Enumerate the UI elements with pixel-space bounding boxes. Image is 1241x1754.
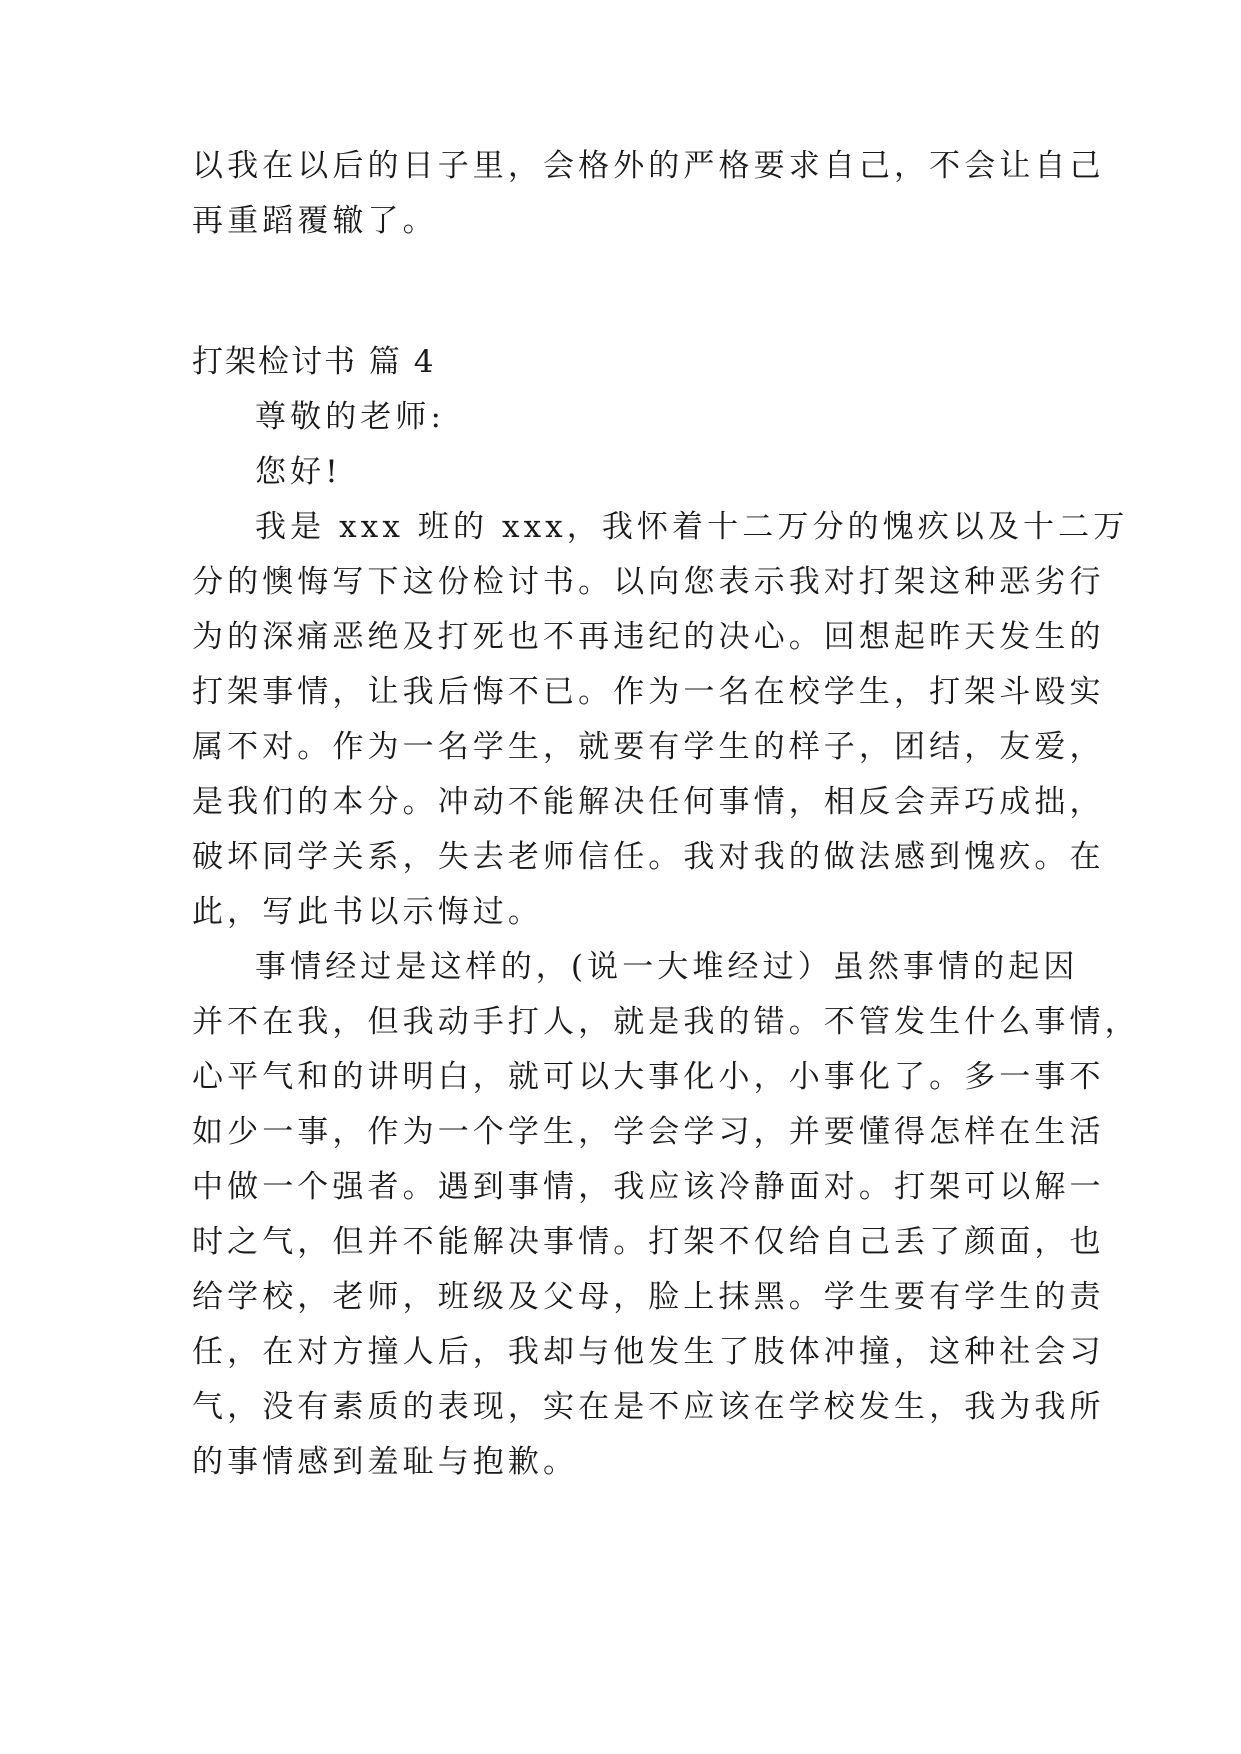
paragraph-line: 心平气和的讲明白，就可以大事化小，小事化了。多一事不 xyxy=(192,1059,1105,1095)
paragraph-line: 为的深痛恶绝及打死也不再违纪的决心。回想起昨天发生的 xyxy=(192,619,1105,655)
paragraph-line: 任，在对方撞人后，我却与他发生了肢体冲撞，这种社会习 xyxy=(192,1334,1105,1370)
salutation: 尊敬的老师: xyxy=(255,399,446,435)
greeting: 您好! xyxy=(255,454,342,490)
paragraph-line: 事情经过是这样的，(说一大堆经过）虽然事情的起因 xyxy=(255,949,1079,985)
paragraph-line: 时之气，但并不能解决事情。打架不仅给自己丢了颜面，也 xyxy=(192,1224,1105,1260)
text-line: 以我在以后的日子里，会格外的严格要求自己，不会让自己 xyxy=(192,148,1105,184)
paragraph-line: 分的懊悔写下这份检讨书。以向您表示我对打架这种恶劣行 xyxy=(192,564,1105,600)
text-line: 再重蹈覆辙了。 xyxy=(192,203,438,239)
paragraph-line: 是我们的本分。冲动不能解决任何事情，相反会弄巧成拙， xyxy=(192,784,1105,820)
paragraph-line: 中做一个强者。遇到事情，我应该冷静面对。打架可以解一 xyxy=(192,1169,1105,1205)
paragraph-line: 打架事情，让我后悔不已。作为一名在校学生，打架斗殴实 xyxy=(192,674,1105,710)
paragraph-line: 如少一事，作为一个学生，学会学习，并要懂得怎样在生活 xyxy=(192,1114,1105,1150)
paragraph-line: 的事情感到羞耻与抱歉。 xyxy=(192,1444,579,1480)
paragraph-line: 我是 xxx 班的 xxx，我怀着十二万分的愧疚以及十二万 xyxy=(255,509,1129,545)
paragraph-line: 此，写此书以示悔过。 xyxy=(192,894,543,930)
section-title: 打架检讨书 篇 4 xyxy=(192,344,436,380)
paragraph-line: 破坏同学关系，失去老师信任。我对我的做法感到愧疚。在 xyxy=(192,839,1105,875)
paragraph-line: 并不在我，但我动手打人，就是我的错。不管发生什么事情， xyxy=(192,1004,1140,1040)
paragraph-line: 给学校，老师，班级及父母，脸上抹黑。学生要有学生的责 xyxy=(192,1279,1105,1315)
paragraph-line: 属不对。作为一名学生，就要有学生的样子，团结，友爱， xyxy=(192,729,1105,765)
paragraph-line: 气，没有素质的表现，实在是不应该在学校发生，我为我所 xyxy=(192,1389,1105,1425)
